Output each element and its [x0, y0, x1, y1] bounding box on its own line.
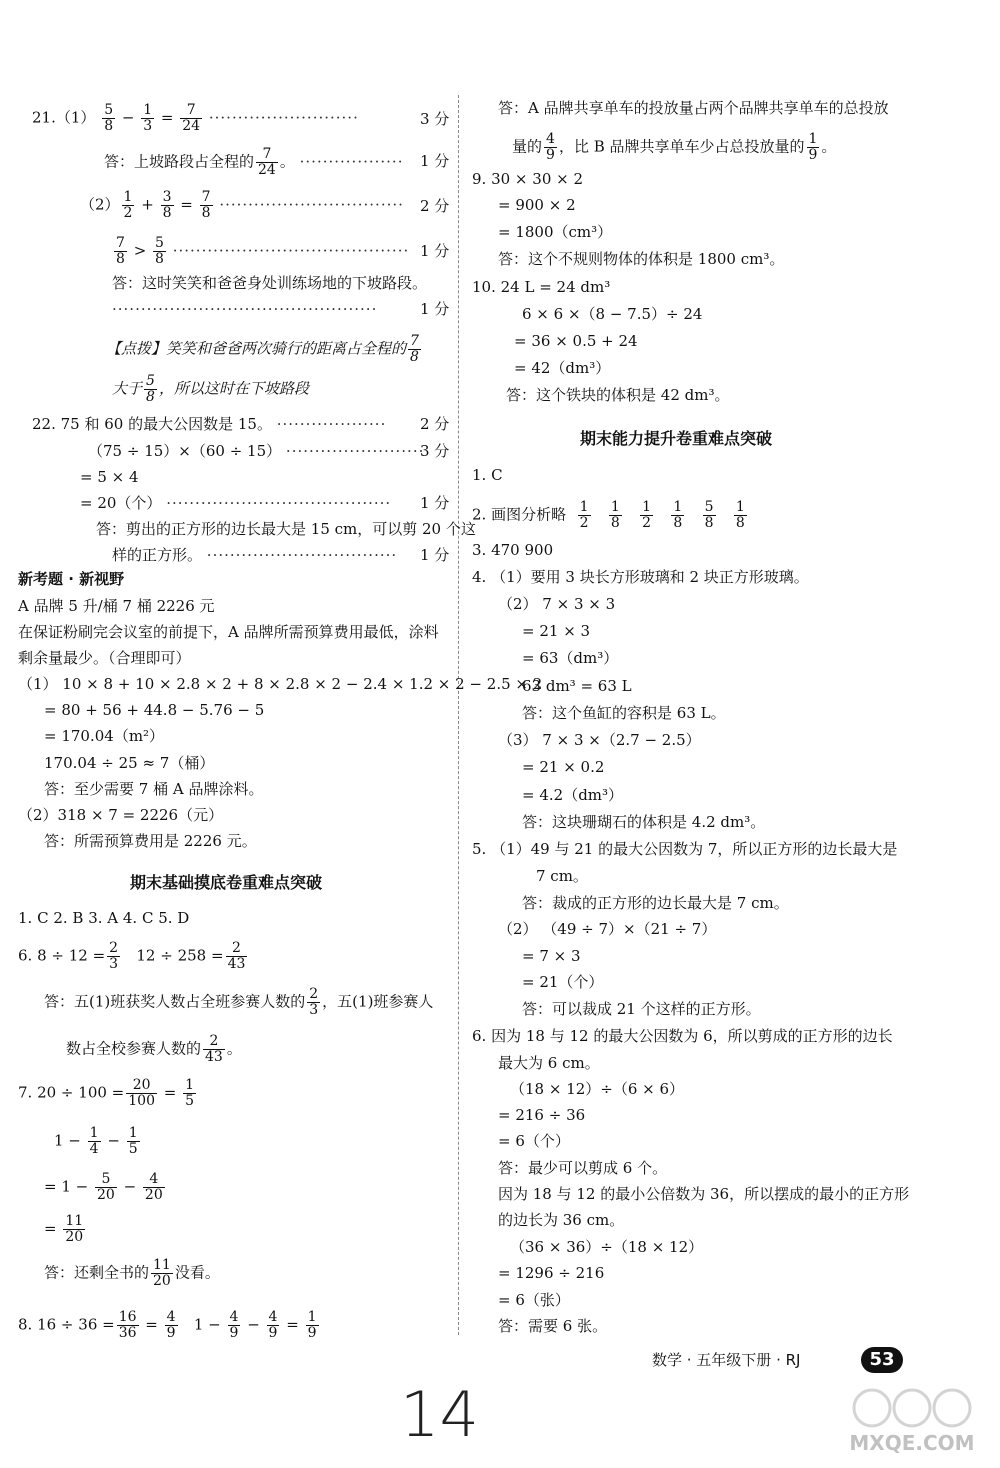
tip-text: ，所以这时在下坡路段 — [158, 379, 309, 398]
q22-line2: （75 ÷ 15）×（60 ÷ 15） ························ — [88, 442, 425, 460]
adv-q6-line: 最大为 6 cm。 — [498, 1054, 600, 1072]
adv-q3: 3. 470 900 — [472, 541, 554, 559]
q6-text: 6. 8 ÷ 12 = — [18, 946, 106, 965]
adv-q4-line: （3） 7 × 3 ×（2.7 − 2.5） — [498, 731, 701, 749]
fraction: $\frac{1}{2}$ — [123, 189, 133, 221]
fraction: $\frac{1}{2}$ — [579, 499, 589, 531]
q10-line: = 36 × 0.5 + 24 — [514, 332, 638, 350]
score: 1 分 — [420, 300, 450, 318]
adv-q6-line: 答：最少可以剪成 6 个。 — [498, 1159, 668, 1177]
fraction: $\frac{7}{8}$ — [410, 333, 419, 365]
score: 3 分 — [420, 110, 450, 128]
advanced-section-title: 期末能力提升卷重难点突破 — [580, 429, 773, 448]
q9-line: = 900 × 2 — [498, 196, 576, 214]
fraction: $\frac{11}{20}$ — [65, 1213, 84, 1245]
q22-line4: = 20（个） ······································· — [80, 494, 392, 512]
page-number-badge: 53 — [861, 1347, 903, 1373]
q10-line: 6 × 6 ×（8 − 7.5）÷ 24 — [522, 305, 703, 323]
tip-line1 — [106, 334, 423, 365]
fraction: $\frac{4}{9}$ — [166, 1309, 176, 1341]
q21-part1: 21.（1） $\frac{5}{8}$ − $\frac{1}{3}$ = $\frac{7}{24}$ ·························· — [32, 102, 359, 134]
fraction: $\frac{11}{20}$ — [153, 1257, 171, 1289]
q22-line6: 样的正方形。 ································· — [112, 546, 398, 564]
new-line2: 在保证粉刷完会议室的前提下，A 品牌所需预算费用最低，涂料 — [18, 623, 439, 641]
fraction: $\frac{2}{3}$ — [109, 940, 119, 972]
fraction: $\frac{5}{8}$ — [104, 102, 114, 134]
dots-line: ·············································· — [112, 300, 378, 318]
score: 1 分 — [420, 494, 450, 512]
q22-text: 样的正方形。 — [112, 546, 203, 564]
adv-q5-line: 5. （1）49 与 21 的最大公因数为 7，所以正方形的边长最大是 — [472, 840, 898, 858]
adv-q6-line: 6. 因为 18 与 12 的最大公因数为 6，所以剪成的正方形的边长 — [472, 1027, 893, 1045]
q7-text: 7. 20 ÷ 100 = — [18, 1083, 125, 1102]
basic-q7-step1: 1 − $\frac{1}{4}$ − $\frac{1}{5}$ — [54, 1125, 138, 1157]
answer-text: 。 — [821, 137, 837, 156]
adv-q4-line: = 63（dm³） — [522, 649, 619, 667]
fraction: $\frac{1}{9}$ — [808, 131, 818, 163]
basic-q7-step3: = $\frac{11}{20}$ — [44, 1213, 84, 1245]
fraction: $\frac{4}{9}$ — [546, 131, 555, 163]
tip-line2 — [112, 374, 309, 405]
new-section-title: 新考题 · 新视野 — [18, 570, 125, 588]
fraction: $\frac{16}{36}$ — [118, 1309, 137, 1341]
fraction: $\frac{7}{8}$ — [116, 235, 125, 267]
fraction: $\frac{2}{43}$ — [227, 940, 246, 972]
fraction: $\frac{1}{8}$ — [610, 499, 620, 531]
q8-answer2 — [512, 132, 836, 163]
adv-q6-line: = 6（个） — [498, 1132, 570, 1150]
fraction: $\frac{1}{3}$ — [143, 102, 153, 134]
q21-part2: （2） $\frac{1}{2}$ + $\frac{3}{8}$ = $\frac{7}{8}$ ································ — [80, 189, 404, 221]
answer-text: ，五(1)班参赛人 — [322, 992, 434, 1011]
answer-text: 答：还剩全书的 — [44, 1263, 150, 1282]
adv-q5-line: 7 cm。 — [536, 867, 588, 885]
q8-text: 8. 16 ÷ 36 = — [18, 1315, 115, 1334]
answer-text: 答：上坡路段占全程的 — [104, 152, 255, 171]
adv-q4-line: 答：这块珊瑚石的体积是 4.2 dm³。 — [522, 813, 766, 831]
basic-q1-5: 1. C 2. B 3. A 4. C 5. D — [18, 909, 190, 927]
column-divider — [458, 95, 459, 1335]
adv-q4-line: = 21 × 0.2 — [522, 758, 605, 776]
q22-line5: 答：剪出的正方形的边长最大是 15 cm，可以剪 20 个这 — [96, 520, 476, 538]
fraction: $\frac{1}{5}$ — [128, 1125, 138, 1157]
q22-text: 22. 75 和 60 的最大公因数是 15。 — [32, 415, 272, 433]
new-line4: （1） 10 × 8 + 10 × 2.8 × 2 + 8 × 2.8 × 2 − 2.4 × 1.2 × 2 − 2.5 × 2 — [18, 675, 543, 693]
score: 1 分 — [420, 546, 450, 564]
fraction: $\frac{1}{8}$ — [673, 499, 683, 531]
fraction: $\frac{4}{9}$ — [268, 1309, 278, 1341]
score: 2 分 — [420, 415, 450, 433]
adv-q4-line: 答：这个鱼缸的容积是 63 L。 — [522, 704, 726, 722]
answer-text: 答：五(1)班获奖人数占全班参赛人数的 — [44, 992, 306, 1011]
fraction: $\frac{20}{100}$ — [128, 1077, 155, 1109]
basic-q6-answer2 — [66, 1034, 242, 1065]
score: 1 分 — [420, 152, 450, 170]
watermark-logo — [832, 1380, 992, 1460]
new-line5: = 80 + 56 + 44.8 − 5.76 − 5 — [44, 701, 265, 719]
fraction: $\frac{7}{24}$ — [182, 102, 201, 134]
q21-answer1: 答：上坡路段占全程的 $\frac{7}{24}$ 。 ·················· — [104, 146, 404, 178]
q10-line: = 42（dm³） — [514, 359, 611, 377]
q22-line3: = 5 × 4 — [80, 468, 139, 486]
new-line1: A 品牌 5 升/桶 7 桶 2226 元 — [18, 597, 215, 615]
new-line3: 剩余量最少。（合理即可） — [18, 649, 191, 667]
fraction: $\frac{2}{43}$ — [205, 1033, 223, 1065]
adv-q5-line: 答：可以裁成 21 个这样的正方形。 — [522, 1000, 761, 1018]
adv-q6-line: 的边长为 36 cm。 — [498, 1211, 625, 1229]
adv-q4-line: = 4.2（dm³） — [522, 786, 624, 804]
adv-q6-line: （36 × 36）÷（18 × 12） — [510, 1238, 704, 1256]
adv-q4-line: 4. （1）要用 3 块长方形玻璃和 2 块正方形玻璃。 — [472, 568, 809, 586]
q9-line: 9. 30 × 30 × 2 — [472, 170, 584, 188]
basic-q7: 7. 20 ÷ 100 = $\frac{20}{100}$ = $\frac{1}{5}$ — [18, 1077, 195, 1109]
adv-q5-line: = 7 × 3 — [522, 947, 581, 965]
fraction: $\frac{1}{4}$ — [89, 1125, 99, 1157]
adv-q6-line: （18 × 12）÷（6 × 6） — [510, 1080, 685, 1098]
fraction: $\frac{1}{9}$ — [307, 1309, 317, 1341]
q9-answer: 答：这个不规则物体的体积是 1800 cm³。 — [498, 250, 785, 268]
basic-q7-step2: = 1 − $\frac{5}{20}$ − $\frac{4}{20}$ — [44, 1171, 163, 1203]
new-line9: （2）318 × 7 = 2226（元） — [18, 806, 224, 824]
q21-part2-label: （2） — [80, 195, 120, 214]
adv-q4-line: = 21 × 3 — [522, 622, 591, 640]
adv-q6-line: 答：需要 6 张。 — [498, 1317, 608, 1335]
adv-q4-line: （2） 7 × 3 × 3 — [498, 595, 616, 613]
answer-text: 数占全校参赛人数的 — [66, 1039, 202, 1058]
q8-answer1: 答：A 品牌共享单车的投放量占两个品牌共享单车的总投放 — [498, 99, 889, 117]
fraction: $\frac{7}{24}$ — [258, 146, 276, 178]
adv-q5-line: （2） （49 ÷ 7）×（21 ÷ 7） — [498, 920, 717, 938]
fraction: $\frac{5}{8}$ — [146, 373, 155, 405]
footer-label: 数学 · 五年级下册 · RJ — [652, 1351, 801, 1369]
adv-q1: 1. C — [472, 466, 503, 484]
basic-q6 — [18, 941, 249, 972]
new-line7: 170.04 ÷ 25 ≈ 7（桶） — [44, 754, 215, 772]
answer-text: 。 — [226, 1039, 242, 1058]
adv-q6-line: = 1296 ÷ 216 — [498, 1264, 605, 1282]
adv-q2-text: 2. 画图分析略 — [472, 505, 567, 524]
handwritten-number: 14 — [400, 1378, 479, 1451]
answer-text: 没看。 — [174, 1263, 220, 1282]
q22-line1: 22. 75 和 60 的最大公因数是 15。 ··················· — [32, 415, 387, 433]
basic-q7-answer — [44, 1258, 220, 1289]
fraction: $\frac{4}{9}$ — [229, 1309, 239, 1341]
fraction: $\frac{4}{20}$ — [144, 1171, 163, 1203]
fraction: $\frac{7}{8}$ — [201, 189, 211, 221]
basic-q8: 8. 16 ÷ 36 = $\frac{16}{36}$ = $\frac{4}{9}$ 1 − $\frac{4}{9}$ − $\frac{4}{9}$ = $\frac{1}{9}$ — [18, 1309, 317, 1341]
adv-q6-line: = 6（张） — [498, 1291, 570, 1309]
equals: = — [160, 108, 179, 127]
adv-q2 — [472, 500, 749, 531]
fraction: $\frac{5}{8}$ — [155, 235, 164, 267]
adv-q5-line: 答：裁成的正方形的边长最大是 7 cm。 — [522, 894, 789, 912]
basic-q6-answer1 — [44, 987, 433, 1018]
fraction: $\frac{5}{8}$ — [704, 499, 714, 531]
q10-answer: 答：这个铁块的体积是 42 dm³。 — [506, 386, 730, 404]
q9-line: = 1800（cm³） — [498, 223, 613, 241]
fraction: $\frac{5}{20}$ — [96, 1171, 115, 1203]
score: 2 分 — [420, 197, 450, 215]
q6-text: 12 ÷ 258 = — [136, 946, 224, 965]
tip-text: 【点拨】笑笑和爸爸两次骑行的距离占全程的 — [106, 339, 407, 358]
q10-line: 10. 24 L = 24 dm³ — [472, 278, 611, 296]
q22-text: （75 ÷ 15）×（60 ÷ 15） — [88, 442, 282, 460]
q21-answer2: 答：这时笑笑和爸爸身处训练场地的下坡路段。 — [112, 274, 428, 292]
fraction: $\frac{3}{8}$ — [162, 189, 172, 221]
basic-section-title: 期末基础摸底卷重难点突破 — [130, 873, 323, 892]
score: 3 分 — [420, 442, 450, 460]
adv-q6-line: 因为 18 与 12 的最小公倍数为 36，所以摆成的最小的正方形 — [498, 1185, 910, 1203]
tip-text: 大于 — [112, 379, 143, 398]
new-line8: 答：至少需要 7 桶 A 品牌涂料。 — [44, 780, 264, 798]
adv-q4-line: 63 dm³ = 63 L — [522, 677, 632, 695]
new-line10: 答：所需预算费用是 2226 元。 — [44, 832, 257, 850]
fraction: $\frac{1}{2}$ — [642, 499, 652, 531]
new-line6: = 170.04（m²） — [44, 727, 165, 745]
watermark-text: MXQE.COM — [849, 1431, 975, 1455]
score: 1 分 — [420, 242, 450, 260]
adv-q5-line: = 21（个） — [522, 973, 604, 991]
q21-label: 21.（1） — [32, 108, 96, 127]
fraction: $\frac{2}{3}$ — [309, 986, 319, 1018]
q21-compare: $\frac{7}{8}$ > $\frac{5}{8}$ ········································· — [116, 235, 410, 267]
fraction: $\frac{1}{8}$ — [735, 499, 745, 531]
fraction: $\frac{1}{5}$ — [185, 1077, 195, 1109]
q22-text: = 20（个） — [80, 494, 162, 512]
answer-text: 。 — [279, 152, 295, 171]
answer-text: 量的 — [512, 137, 543, 156]
answer-text: ，比 B 品牌共享单车少占总投放量的 — [558, 137, 805, 156]
adv-q6-line: = 216 ÷ 36 — [498, 1106, 586, 1124]
